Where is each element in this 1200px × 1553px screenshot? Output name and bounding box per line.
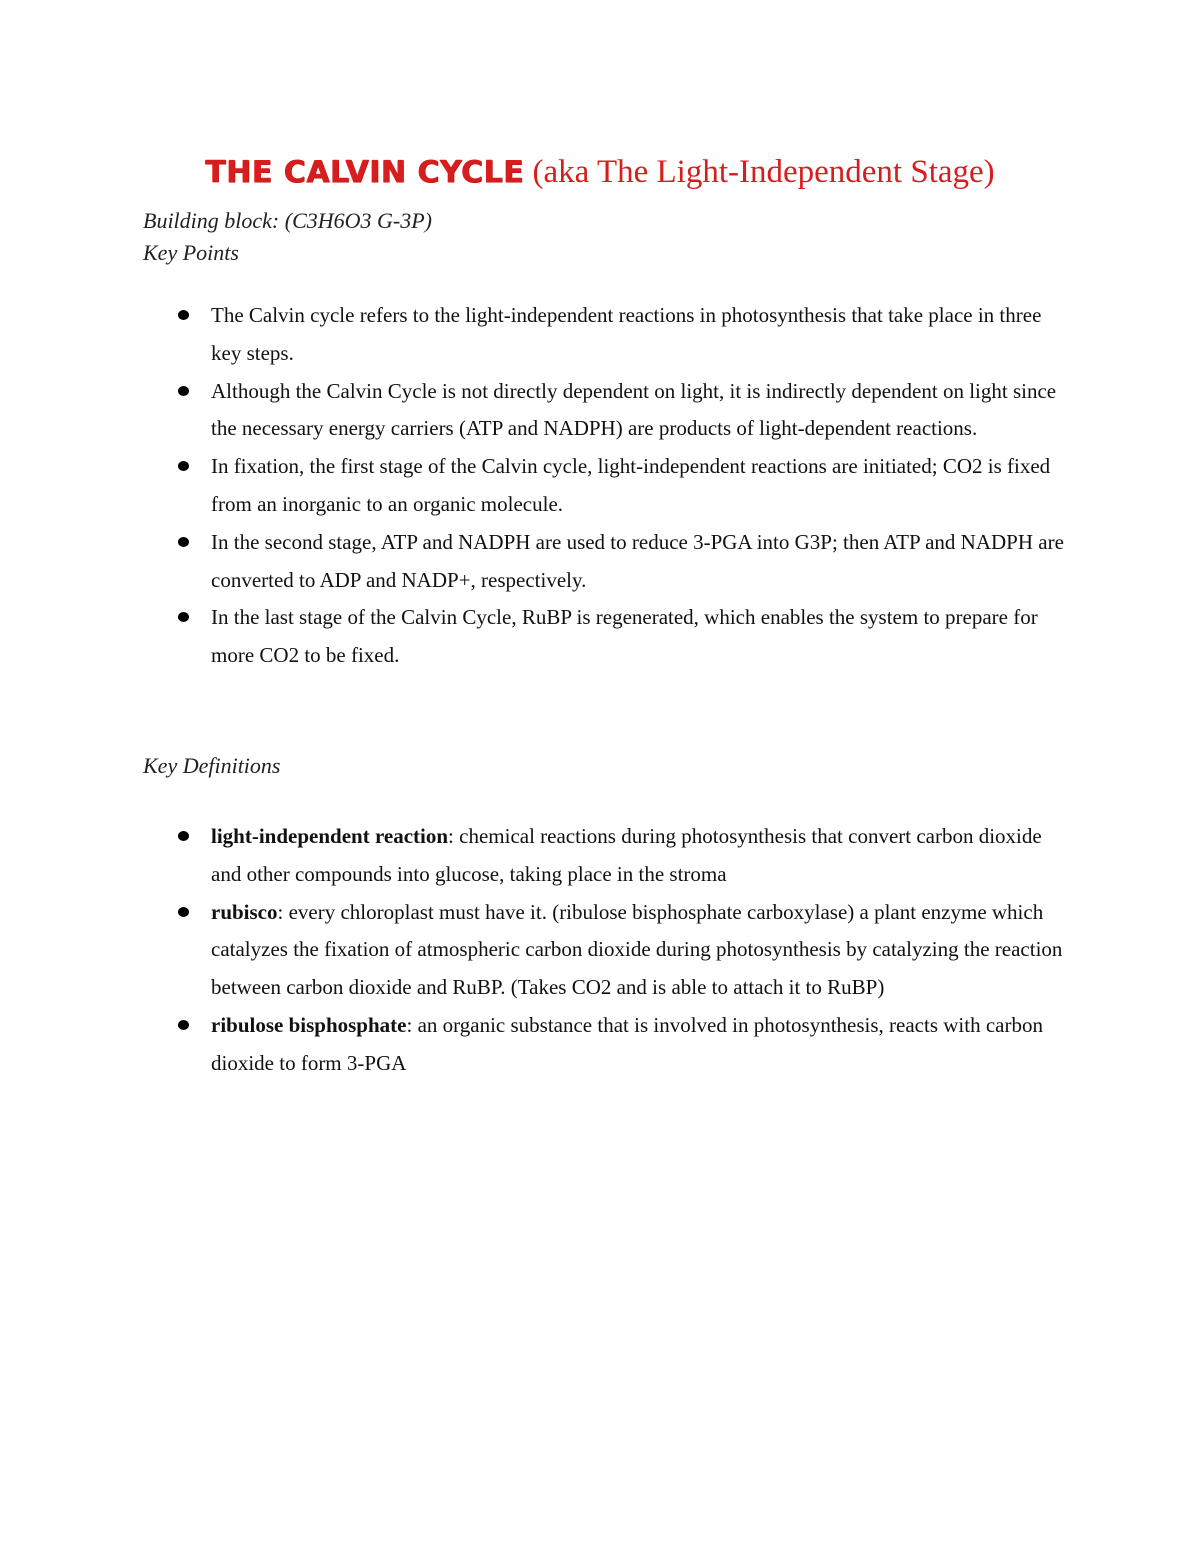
building-block-line: Building block: (C3H6O3 G-3P) — [143, 208, 432, 233]
bullet-icon — [178, 386, 189, 396]
list-item — [0, 894, 1071, 1007]
bullet-icon — [178, 1020, 189, 1030]
list-item — [0, 818, 1071, 894]
key-point-text: In fixation, the first stage of the Calvin cycle, light-independent reactions are initiated; CO2 is fixed from an inorganic to an organic molecule. — [211, 454, 1051, 516]
key-point-text: Although the Calvin Cycle is not directly dependent on light, it is indirectly dependent on light since the necessary energy carriers (ATP and NADPH) are products of light-dependent reactions. — [211, 378, 1057, 441]
bullet-icon — [178, 461, 189, 471]
list-item — [0, 297, 1071, 373]
definition-term: ribulose bisphosphate — [211, 1012, 407, 1037]
list-item — [0, 1007, 1071, 1083]
key-point-text: The Calvin cycle refers to the light-independent reactions in photosynthesis that take place in three key steps. — [211, 303, 1042, 365]
title-subtitle: (aka The Light-Independent Stage) — [532, 154, 995, 190]
list-item — [0, 524, 1071, 600]
bullet-icon — [178, 831, 189, 841]
title-main: THE CALVIN CYCLE — [205, 155, 525, 190]
definition-text: : chemical reactions during photosynthesis that convert carbon dioxide and other compounds into glucose, taking place in the stroma — [211, 824, 1042, 886]
list-item — [0, 599, 1071, 675]
key-points-heading: Key Points — [143, 240, 239, 265]
document-title — [0, 148, 1200, 197]
key-point-text: In the second stage, ATP and NADPH are used to reduce 3-PGA into G3P; then ATP and NADPH are converted to ADP and NADP+, respectively. — [211, 529, 1064, 592]
key-definitions-list — [0, 818, 1200, 1083]
bullet-icon — [178, 310, 189, 320]
bullet-icon — [178, 907, 189, 917]
key-definitions-heading: Key Definitions — [143, 753, 281, 778]
bullet-icon — [178, 612, 189, 622]
bullet-icon — [178, 537, 189, 547]
definition-term: light-independent reaction — [211, 824, 449, 848]
key-points-list — [0, 297, 1200, 675]
list-item — [0, 373, 1071, 449]
list-item — [0, 448, 1071, 524]
definition-term: rubisco — [211, 899, 278, 924]
definition-text: : an organic substance that is involved in photosynthesis, reacts with carbon dioxide to form 3-PGA — [211, 1012, 1043, 1075]
definition-text: : every chloroplast must have it. (ribulose bisphosphate carboxylase) a plant enzyme which catalyzes the fixation of atmospheric carbon dioxide during photosynthesis by catalyzing the reaction between carbon dioxide and RuBP. (Takes CO2 and is able to attach it to RuBP) — [211, 899, 1063, 1000]
key-point-text: In the last stage of the Calvin Cycle, RuBP is regenerated, which enables the system to prepare for more CO2 to be fixed. — [211, 605, 1038, 668]
